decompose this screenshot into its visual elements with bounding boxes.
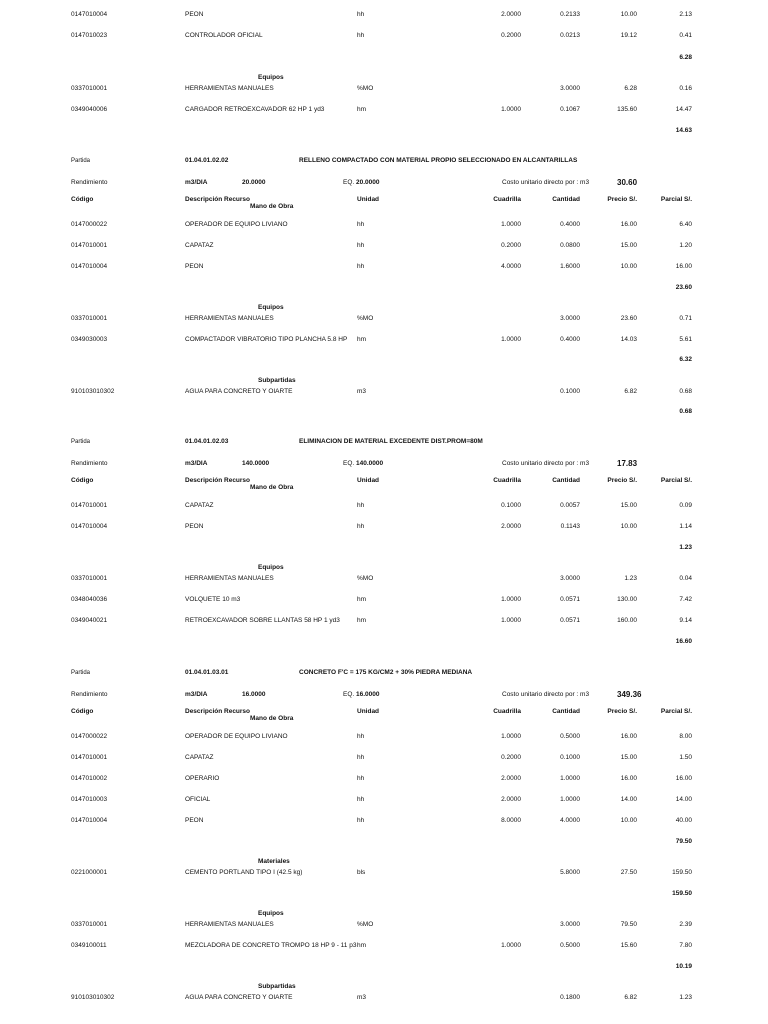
resource-desc: CONTROLADOR OFICIAL [185, 32, 263, 39]
resource-parcial: 8.00 [679, 733, 692, 740]
resource-unit: %MO [357, 85, 374, 92]
resource-precio: 10.00 [620, 11, 637, 18]
resource-desc: RETROEXCAVADOR SOBRE LLANTAS 58 HP 1 yd3 [185, 617, 340, 624]
resource-parcial: 14.47 [675, 106, 692, 113]
resource-desc: PEON [185, 263, 204, 270]
header-unidad: Unidad [357, 196, 380, 203]
partida-description: CONCRETO F'C = 175 KG/CM2 + 30% PIEDRA MEDIANA [299, 669, 473, 676]
p2-equipos-total-value: 16.60 [675, 638, 692, 645]
resource-precio: 10.00 [620, 523, 637, 530]
header-unidad: Unidad [357, 708, 380, 715]
resource-desc: OPERADOR DE EQUIPO LIVIANO [185, 221, 288, 228]
eq-value: 20.0000 [356, 179, 380, 186]
resource-desc: PEON [185, 817, 204, 824]
resource-precio: 130.00 [617, 596, 637, 603]
p1-equipos-title-label: Equipos [258, 304, 284, 311]
resource-unit: hh [357, 11, 365, 18]
resource-desc: OPERARIO [185, 775, 220, 782]
p1-sub-title [0, 376, 768, 386]
resource-code: 910103010302 [71, 994, 115, 1001]
resource-desc: HERRAMIENTAS MANUALES [185, 85, 274, 92]
partida-description: ELIMINACION DE MATERIAL EXCEDENTE DIST.PROM=80M [299, 438, 483, 445]
eq-label: EQ. [343, 460, 355, 467]
resource-precio: 6.82 [624, 388, 637, 395]
resource-row-p3-eq-1 [0, 920, 768, 930]
resource-cant: 0.1143 [560, 523, 580, 530]
resource-desc: HERRAMIENTAS MANUALES [185, 921, 274, 928]
resource-precio: 16.00 [620, 775, 637, 782]
resource-precio: 10.00 [620, 817, 637, 824]
header-codigo: Código [71, 196, 94, 203]
rendimiento-row [0, 690, 768, 700]
rendimiento-value: 140.0000 [242, 460, 270, 467]
resource-precio: 16.00 [620, 221, 637, 228]
resource-desc: CAPATAZ [185, 502, 214, 509]
resource-unit: hh [357, 242, 365, 249]
resource-code: 910103010302 [71, 388, 115, 395]
resource-desc: CAPATAZ [185, 754, 214, 761]
resource-row-p2-eq-1 [0, 574, 768, 584]
p3-equipos-title [0, 909, 768, 919]
top-equipos-title [0, 73, 768, 83]
resource-unit: m3 [357, 994, 367, 1001]
resource-cant: 1.6000 [560, 263, 580, 270]
resource-desc: AGUA PARA CONCRETO Y OIARTE [185, 388, 293, 395]
mano-de-obra-title: Mano de Obra [250, 715, 294, 722]
resource-cuad: 0.2000 [501, 242, 521, 249]
partida-label: Partida [71, 158, 91, 164]
header-codigo: Código [71, 708, 94, 715]
p3-equipos-total-value: 10.19 [675, 963, 692, 970]
costo-unitario-value: 349.36 [617, 690, 642, 699]
resource-desc: COMPACTADOR VIBRATORIO TIPO PLANCHA 5.8 HP [185, 336, 348, 343]
costo-unitario-value: 30.60 [617, 178, 638, 187]
resource-code: 0349030003 [71, 336, 108, 343]
resource-parcial: 1.20 [679, 242, 692, 249]
resource-cuad: 0.2000 [501, 32, 521, 39]
partida-code: 01.04.01.02.02 [185, 157, 229, 164]
resource-row-p3-mano-3 [0, 774, 768, 784]
resource-parcial: 14.00 [675, 796, 692, 803]
resource-cuad: 1.0000 [501, 617, 521, 624]
resource-cuad: 8.0000 [501, 817, 521, 824]
costo-unitario-value: 17.83 [617, 459, 638, 468]
resource-precio: 1.23 [624, 575, 637, 582]
rendimiento-label: Rendimiento [71, 691, 108, 698]
resource-cant: 0.5000 [560, 942, 580, 949]
resource-code: 0221000001 [71, 869, 108, 876]
costo-unitario-label: Costo unitario directo por : m3 [502, 179, 590, 186]
resource-cuad: 4.0000 [501, 263, 521, 270]
eq-block [343, 459, 383, 469]
resource-precio: 135.60 [617, 106, 637, 113]
resource-parcial: 0.16 [679, 85, 692, 92]
resource-cuad: 1.0000 [501, 106, 521, 113]
rendimiento-row [0, 459, 768, 469]
column-header-row [0, 476, 768, 491]
resource-unit: m3 [357, 388, 367, 395]
resource-parcial: 0.09 [679, 502, 692, 509]
eq-label: EQ. [343, 179, 355, 186]
partida-title-row [0, 437, 768, 447]
resource-cuad: 1.0000 [501, 336, 521, 343]
header-precio: Precio S/. [607, 708, 637, 715]
resource-cant: 0.1000 [560, 754, 580, 761]
resource-parcial: 1.14 [679, 523, 692, 530]
column-header-row [0, 707, 768, 722]
resource-parcial: 1.50 [679, 754, 692, 761]
resource-parcial: 6.40 [679, 221, 692, 228]
resource-parcial: 2.13 [679, 11, 692, 18]
resource-cant: 0.0213 [560, 32, 580, 39]
resource-code: 0337010001 [71, 85, 108, 92]
header-descripcion: Descripción Recurso [185, 477, 251, 484]
header-unidad: Unidad [357, 477, 380, 484]
resource-parcial: 0.71 [679, 315, 692, 322]
resource-row-p3-eq-2 [0, 941, 768, 951]
partida-description: RELLENO COMPACTADO CON MATERIAL PROPIO SELECCIONADO EN ALCANTARILLAS [299, 157, 578, 164]
top-equipos-title-label: Equipos [258, 74, 284, 81]
top-equipos-total [0, 126, 768, 136]
resource-precio: 15.00 [620, 502, 637, 509]
top-mano-total-value: 6.28 [679, 54, 692, 61]
resource-desc: PEON [185, 523, 204, 530]
resource-row-p3-mat-1 [0, 868, 768, 878]
resource-precio: 16.00 [620, 733, 637, 740]
resource-unit: hh [357, 754, 365, 761]
p1-equipos-total-value: 6.32 [679, 356, 692, 363]
header-precio: Precio S/. [607, 477, 637, 484]
resource-row-p1-eq-1 [0, 314, 768, 324]
resource-cuad: 1.0000 [501, 733, 521, 740]
resource-desc: MEZCLADORA DE CONCRETO TROMPO 18 HP 9 - 11 p3 [185, 942, 357, 949]
p3-materiales-total-value: 159.50 [672, 890, 692, 897]
resource-parcial: 0.41 [679, 32, 692, 39]
resource-code: 0349040006 [71, 106, 108, 113]
header-parcial: Parcial S/. [660, 477, 692, 484]
p2-equipos-total [0, 637, 768, 647]
resource-unit: %MO [357, 575, 374, 582]
resource-unit: hh [357, 817, 365, 824]
p1-mano-total [0, 283, 768, 293]
resource-unit: %MO [357, 921, 374, 928]
resource-cuad: 0.2000 [501, 754, 521, 761]
header-cantidad: Cantidad [552, 708, 580, 715]
resource-cant: 1.0000 [560, 796, 580, 803]
resource-desc: PEON [185, 11, 204, 18]
header-cantidad: Cantidad [552, 196, 580, 203]
resource-code: 0147000022 [71, 733, 108, 740]
resource-precio: 14.03 [620, 336, 637, 343]
resource-cant: 5.8000 [560, 869, 580, 876]
rendimiento-unit: m3/DIA [185, 691, 208, 698]
resource-code: 0349100011 [71, 942, 107, 949]
resource-code: 0337010001 [71, 315, 108, 322]
p2-mano-total-value: 1.23 [679, 544, 692, 551]
resource-unit: hh [357, 796, 365, 803]
resource-cant: 0.1000 [560, 388, 580, 395]
partida-code: 01.04.01.02.03 [185, 438, 229, 445]
resource-row-p1-eq-2 [0, 335, 768, 345]
resource-unit: %MO [357, 315, 374, 322]
resource-row-p2-eq-3 [0, 616, 768, 626]
resource-row-p3-mano-5 [0, 816, 768, 826]
resource-precio: 23.60 [620, 315, 637, 322]
header-cuadrilla: Cuadrilla [493, 196, 521, 203]
header-cuadrilla: Cuadrilla [493, 477, 521, 484]
p1-equipos-total [0, 355, 768, 365]
resource-cuad: 2.0000 [501, 775, 521, 782]
p3-mano-total [0, 837, 768, 847]
resource-precio: 6.82 [624, 994, 637, 1001]
header-parcial: Parcial S/. [660, 196, 692, 203]
resource-code: 0147000022 [71, 221, 108, 228]
resource-cuad: 2.0000 [501, 11, 521, 18]
resource-row-p1-sub-1 [0, 387, 768, 397]
resource-row-top-2 [0, 31, 768, 41]
resource-row-p2-mano-2 [0, 522, 768, 532]
resource-row-p1-mano-2 [0, 241, 768, 251]
resource-unit: bls [357, 869, 366, 876]
eq-block [343, 178, 380, 188]
resource-code: 0147010003 [71, 796, 108, 803]
resource-parcial: 2.39 [679, 921, 692, 928]
resource-cant: 0.1800 [560, 994, 580, 1001]
resource-parcial: 40.00 [675, 817, 692, 824]
resource-unit: hm [357, 596, 367, 603]
resource-cant: 0.4000 [560, 221, 580, 228]
resource-desc: HERRAMIENTAS MANUALES [185, 315, 274, 322]
resource-parcial: 9.14 [679, 617, 692, 624]
resource-desc: HERRAMIENTAS MANUALES [185, 575, 274, 582]
resource-precio: 10.00 [620, 263, 637, 270]
resource-precio: 27.50 [620, 869, 637, 876]
resource-row-top-1 [0, 10, 768, 20]
eq-label: EQ. [343, 691, 355, 698]
resource-precio: 6.28 [624, 85, 637, 92]
p2-equipos-title [0, 563, 768, 573]
partida-label: Partida [71, 670, 91, 676]
resource-desc: CAPATAZ [185, 242, 214, 249]
p3-sub-title-label: Subpartidas [258, 983, 296, 990]
resource-precio: 15.00 [620, 754, 637, 761]
header-parcial: Parcial S/. [660, 708, 692, 715]
resource-desc: CEMENTO PORTLAND TIPO I (42.5 kg) [185, 869, 303, 876]
resource-row-top-eq-2 [0, 105, 768, 115]
p2-equipos-title-label: Equipos [258, 564, 284, 571]
header-descripcion: Descripción Recurso [185, 708, 251, 715]
resource-precio: 19.12 [620, 32, 637, 39]
resource-unit: hh [357, 221, 365, 228]
resource-precio: 79.50 [620, 921, 637, 928]
p1-mano-total-value: 23.60 [675, 284, 692, 291]
resource-row-p3-sub-1 [0, 993, 768, 1003]
resource-code: 0147010004 [71, 263, 108, 270]
resource-row-p3-mano-2 [0, 753, 768, 763]
resource-cuad: 1.0000 [501, 942, 521, 949]
resource-row-p1-mano-1 [0, 220, 768, 230]
p2-mano-total [0, 543, 768, 553]
rendimiento-unit: m3/DIA [185, 460, 208, 467]
resource-unit: hm [357, 617, 367, 624]
resource-row-top-eq-1 [0, 84, 768, 94]
p1-sub-total-value: 0.68 [679, 408, 692, 415]
resource-unit: hh [357, 523, 365, 530]
resource-cant: 0.0571 [560, 617, 580, 624]
mano-de-obra-title: Mano de Obra [250, 203, 294, 210]
header-cuadrilla: Cuadrilla [493, 708, 521, 715]
resource-cant: 4.0000 [560, 817, 580, 824]
resource-cant: 0.0800 [560, 242, 580, 249]
resource-cant: 0.0057 [560, 502, 580, 509]
resource-precio: 160.00 [617, 617, 637, 624]
resource-unit: hh [357, 263, 365, 270]
eq-value: 16.0000 [356, 691, 380, 698]
partida-title-row [0, 668, 768, 678]
resource-row-p2-mano-1 [0, 501, 768, 511]
resource-desc: VOLQUETE 10 m3 [185, 596, 241, 603]
resource-unit: hh [357, 32, 365, 39]
resource-unit: hm [357, 336, 367, 343]
resource-code: 0147010023 [71, 32, 108, 39]
resource-unit: hh [357, 775, 365, 782]
resource-unit: hh [357, 733, 365, 740]
resource-code: 0147010001 [71, 754, 108, 761]
p3-equipos-title-label: Equipos [258, 910, 284, 917]
header-codigo: Código [71, 477, 94, 484]
top-mano-total [0, 53, 768, 63]
resource-parcial: 7.42 [679, 596, 692, 603]
costo-unitario-label: Costo unitario directo por : m3 [502, 460, 590, 467]
resource-row-p2-eq-2 [0, 595, 768, 605]
resource-cant: 3.0000 [560, 921, 580, 928]
resource-code: 0349040021 [71, 617, 108, 624]
resource-precio: 15.00 [620, 242, 637, 249]
p1-sub-total [0, 407, 768, 417]
resource-precio: 15.60 [620, 942, 637, 949]
mano-de-obra-title: Mano de Obra [250, 484, 294, 491]
resource-code: 0147010004 [71, 11, 108, 18]
resource-parcial: 1.23 [679, 994, 692, 1001]
resource-parcial: 5.61 [679, 336, 692, 343]
p3-equipos-total [0, 962, 768, 972]
header-cantidad: Cantidad [552, 477, 580, 484]
resource-cant: 0.5000 [560, 733, 580, 740]
eq-block [343, 690, 380, 700]
resource-cant: 3.0000 [560, 575, 580, 582]
resource-cant: 3.0000 [560, 85, 580, 92]
costo-unitario-label: Costo unitario directo por : m3 [502, 691, 590, 698]
rendimiento-label: Rendimiento [71, 179, 108, 186]
p1-sub-title-label: Subpartidas [258, 377, 296, 384]
rendimiento-unit: m3/DIA [185, 179, 208, 186]
eq-value: 140.0000 [356, 460, 384, 467]
resource-row-p3-mano-4 [0, 795, 768, 805]
resource-cuad: 0.1000 [501, 502, 521, 509]
partida-title-row [0, 156, 768, 166]
resource-code: 0147010004 [71, 523, 108, 530]
resource-row-p1-mano-3 [0, 262, 768, 272]
resource-code: 0348040036 [71, 596, 108, 603]
column-header-row [0, 195, 768, 210]
p3-sub-title [0, 982, 768, 992]
resource-parcial: 16.00 [675, 775, 692, 782]
resource-desc: CARGADOR RETROEXCAVADOR 62 HP 1 yd3 [185, 106, 325, 113]
resource-desc: OPERADOR DE EQUIPO LIVIANO [185, 733, 288, 740]
resource-cant: 0.1067 [560, 106, 580, 113]
partida-code: 01.04.01.03.01 [185, 669, 229, 676]
resource-code: 0337010001 [71, 575, 108, 582]
resource-cant: 0.4000 [560, 336, 580, 343]
rendimiento-row [0, 178, 768, 188]
p3-mano-total-value: 79.50 [675, 838, 692, 845]
resource-unit: hm [357, 942, 367, 949]
partida-label: Partida [71, 439, 91, 445]
rendimiento-value: 16.0000 [242, 691, 266, 698]
resource-cant: 0.0571 [560, 596, 580, 603]
resource-row-p3-mano-1 [0, 732, 768, 742]
resource-code: 0147010002 [71, 775, 108, 782]
resource-parcial: 159.50 [672, 869, 692, 876]
resource-parcial: 16.00 [675, 263, 692, 270]
resource-parcial: 0.68 [679, 388, 692, 395]
p3-materiales-title [0, 857, 768, 867]
header-precio: Precio S/. [607, 196, 637, 203]
resource-parcial: 7.80 [679, 942, 692, 949]
p3-materiales-title-label: Materiales [258, 858, 290, 865]
resource-cuad: 1.0000 [501, 596, 521, 603]
resource-cant: 1.0000 [560, 775, 580, 782]
resource-precio: 14.00 [620, 796, 637, 803]
resource-cant: 3.0000 [560, 315, 580, 322]
resource-desc: AGUA PARA CONCRETO Y OIARTE [185, 994, 293, 1001]
resource-code: 0147010001 [71, 502, 108, 509]
resource-code: 0147010001 [71, 242, 108, 249]
resource-code: 0147010004 [71, 817, 108, 824]
resource-desc: OFICIAL [185, 796, 211, 803]
top-equipos-total-value: 14.63 [675, 127, 692, 134]
resource-cuad: 1.0000 [501, 221, 521, 228]
resource-unit: hm [357, 106, 367, 113]
resource-cuad: 2.0000 [501, 796, 521, 803]
resource-unit: hh [357, 502, 365, 509]
resource-code: 0337010001 [71, 921, 108, 928]
rendimiento-value: 20.0000 [242, 179, 266, 186]
header-descripcion: Descripción Recurso [185, 196, 251, 203]
resource-cant: 0.2133 [560, 11, 580, 18]
p1-equipos-title [0, 303, 768, 313]
resource-parcial: 0.04 [679, 575, 692, 582]
p3-materiales-total [0, 889, 768, 899]
resource-cuad: 2.0000 [501, 523, 521, 530]
rendimiento-label: Rendimiento [71, 460, 108, 467]
